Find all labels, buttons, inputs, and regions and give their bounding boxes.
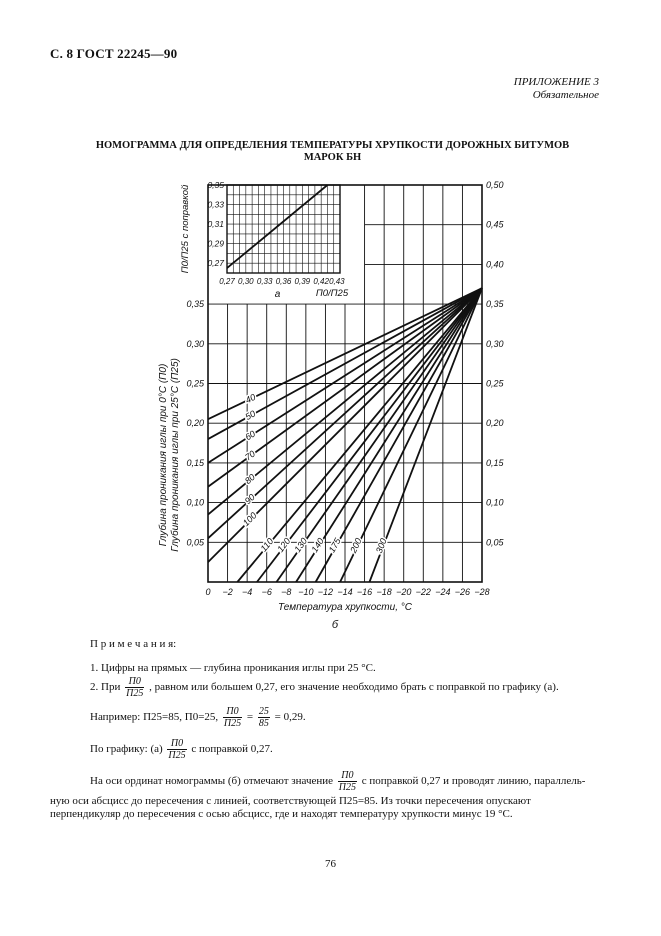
graph-suffix: с поправкой 0,27. bbox=[191, 743, 273, 756]
y-tick-right: 0,25 bbox=[486, 378, 504, 389]
series-label: 60 bbox=[243, 428, 258, 443]
series-label: 100 bbox=[240, 510, 259, 529]
example-prefix: Например: П25=85, П0=25, bbox=[90, 711, 219, 724]
series-label: 200 bbox=[348, 536, 364, 555]
appendix-label bbox=[514, 76, 599, 102]
y-tick-right: 0,50 bbox=[486, 180, 504, 190]
y-tick-left: 0,05 bbox=[186, 537, 204, 548]
graph-ratio-numerator: П0 bbox=[167, 738, 186, 750]
series-line bbox=[237, 288, 482, 582]
panel-a-label: а bbox=[274, 289, 281, 300]
series-label: 70 bbox=[243, 448, 258, 463]
y-tick-right: 0,05 bbox=[486, 537, 504, 548]
graph-prefix: По графику: (а) bbox=[90, 743, 163, 756]
x-tick: −16 bbox=[356, 587, 373, 597]
y-tick-right: 0,15 bbox=[486, 457, 504, 468]
series-label: 110 bbox=[258, 536, 276, 554]
x-tick: −28 bbox=[474, 587, 490, 597]
x-tick: −14 bbox=[337, 587, 353, 597]
explanation-ratio bbox=[338, 770, 357, 793]
explanation-line-3: перпендикуляр до пересечения с осью абсцисс, где и находят температуру хрупкости минус 19 °С. bbox=[50, 808, 513, 820]
graph-ratio-denominator: П25 bbox=[168, 750, 186, 761]
y-axis-title-2: Глубина проникания иглы при 25°С (П25) bbox=[170, 358, 181, 552]
y-tick-left: 0,20 bbox=[186, 418, 204, 429]
panel-a-y-title: П0/П25 с поправкой bbox=[180, 184, 191, 274]
x-tick: −22 bbox=[415, 587, 431, 597]
note-2 bbox=[90, 676, 608, 699]
x-tick: −20 bbox=[396, 587, 412, 597]
panel-a-x-title: П0/П25 bbox=[315, 288, 349, 299]
nomogram-panel-a bbox=[180, 180, 349, 300]
x-tick: −24 bbox=[435, 587, 451, 597]
y-tick-right: 0,30 bbox=[486, 338, 504, 349]
y-tick-left: 0,30 bbox=[186, 338, 204, 349]
series-label: 50 bbox=[243, 408, 258, 423]
example-ratio bbox=[223, 706, 242, 729]
graph-line bbox=[90, 738, 608, 761]
y-axis-title-1: Глубина проникания иглы при 0°С (П0) bbox=[158, 363, 169, 547]
x-axis-title: Температура хрупкости, °С bbox=[278, 602, 412, 613]
y-tick-right: 0,45 bbox=[486, 219, 504, 230]
series-label: 140 bbox=[309, 536, 326, 555]
x-tick: −6 bbox=[261, 587, 272, 597]
example-line bbox=[90, 706, 608, 729]
title-line-1: НОМОГРАММА ДЛЯ ОПРЕДЕЛЕНИЯ ТЕМПЕРАТУРЫ ХРУПКОСТИ ДОРОЖНЫХ БИТУМОВ bbox=[95, 140, 570, 151]
series-label: 40 bbox=[243, 391, 258, 406]
panel-a-x-tick: 0,42 bbox=[313, 277, 329, 286]
series-line bbox=[316, 288, 482, 582]
note-2-suffix: , равном или большем 0,27, его значение необходимо брать с поправкой по графику (а). bbox=[149, 681, 559, 694]
example-ratio-denominator: П25 bbox=[223, 718, 242, 729]
fraction-denominator: П25 bbox=[126, 688, 144, 699]
panel-a-y-tick: 0,33 bbox=[207, 199, 224, 210]
doc-reference: С. 8 ГОСТ 22245—90 bbox=[50, 46, 178, 61]
panel-a-x-tick: 0,39 bbox=[294, 277, 311, 286]
nomogram bbox=[150, 175, 510, 635]
notes-heading: П р и м е ч а н и я: bbox=[90, 638, 177, 650]
series-label: 175 bbox=[326, 536, 343, 555]
note-1: 1. Цифры на прямых — глубина проникания иглы при 25 °С. bbox=[90, 662, 376, 674]
y-tick-left: 0,10 bbox=[186, 497, 204, 508]
panel-a-x-tick: 0,43 bbox=[329, 277, 345, 286]
series-label: 300 bbox=[373, 536, 389, 555]
x-tick: −10 bbox=[298, 587, 314, 597]
series-label: 120 bbox=[275, 535, 293, 554]
graph-ratio bbox=[167, 738, 186, 761]
series-line bbox=[257, 288, 482, 582]
x-tick: −26 bbox=[454, 587, 471, 597]
panel-a-y-tick: 0,27 bbox=[207, 258, 224, 269]
x-tick: 0 bbox=[205, 587, 211, 597]
explanation-prefix: На оси ординат номограммы (б) отмечают значение bbox=[90, 775, 334, 788]
series-line bbox=[340, 288, 482, 582]
x-tick: −2 bbox=[222, 587, 233, 597]
explanation-line-1 bbox=[90, 770, 608, 793]
y-tick-right: 0,35 bbox=[486, 299, 504, 310]
x-tick: −12 bbox=[317, 587, 334, 597]
y-tick-right: 0,20 bbox=[486, 418, 504, 429]
example-equals: = bbox=[246, 711, 254, 724]
note-2-prefix: 2. При bbox=[90, 681, 121, 694]
series-label: 130 bbox=[292, 536, 310, 555]
series-label: 90 bbox=[242, 492, 257, 507]
fraction-numerator: П0 bbox=[125, 676, 144, 688]
title-line-2: МАРОК БН bbox=[303, 152, 362, 163]
example-ratio-numerator: П0 bbox=[223, 706, 242, 718]
explanation-ratio-numerator: П0 bbox=[338, 770, 357, 782]
y-tick-right: 0,10 bbox=[486, 497, 504, 508]
panel-a-y-tick: 0,35 bbox=[207, 180, 224, 190]
panel-b-label: б bbox=[331, 619, 339, 631]
page-title bbox=[60, 140, 605, 164]
example-value-denominator: 85 bbox=[258, 718, 269, 729]
explanation-line-2: ную оси абсцисс до пересечения с линией, соответствующей П25=85. Из точки пересечения опускают bbox=[50, 795, 531, 807]
explanation-ratio-denominator: П25 bbox=[338, 782, 357, 793]
example-result: = 0,29. bbox=[274, 711, 306, 724]
panel-a-x-tick: 0,27 bbox=[219, 277, 235, 286]
ratio-fraction bbox=[125, 676, 144, 699]
panel-a-y-tick: 0,29 bbox=[207, 238, 224, 249]
explanation-suffix: с поправкой 0,27 и проводят линию, параллель- bbox=[361, 775, 586, 788]
y-tick-left: 0,25 bbox=[186, 378, 204, 389]
x-tick: −18 bbox=[376, 587, 392, 597]
y-tick-left: 0,15 bbox=[186, 457, 204, 468]
panel-a-x-tick: 0,30 bbox=[238, 277, 254, 286]
panel-a-x-tick: 0,36 bbox=[275, 277, 292, 286]
panel-a-y-tick: 0,31 bbox=[207, 219, 224, 230]
series-label: 80 bbox=[242, 471, 257, 487]
series-line bbox=[369, 288, 482, 582]
appendix-title: ПРИЛОЖЕНИЕ 3 bbox=[513, 76, 599, 88]
y-tick-right: 0,40 bbox=[486, 259, 504, 270]
x-tick: −8 bbox=[281, 587, 292, 597]
panel-a-x-tick: 0,33 bbox=[256, 277, 273, 286]
appendix-status: Обязательное bbox=[532, 89, 599, 101]
example-value-fraction bbox=[258, 706, 270, 729]
x-tick: −4 bbox=[242, 587, 253, 597]
y-tick-left: 0,35 bbox=[186, 299, 204, 310]
page-number: 76 bbox=[325, 858, 336, 870]
example-value-numerator: 25 bbox=[258, 706, 269, 717]
